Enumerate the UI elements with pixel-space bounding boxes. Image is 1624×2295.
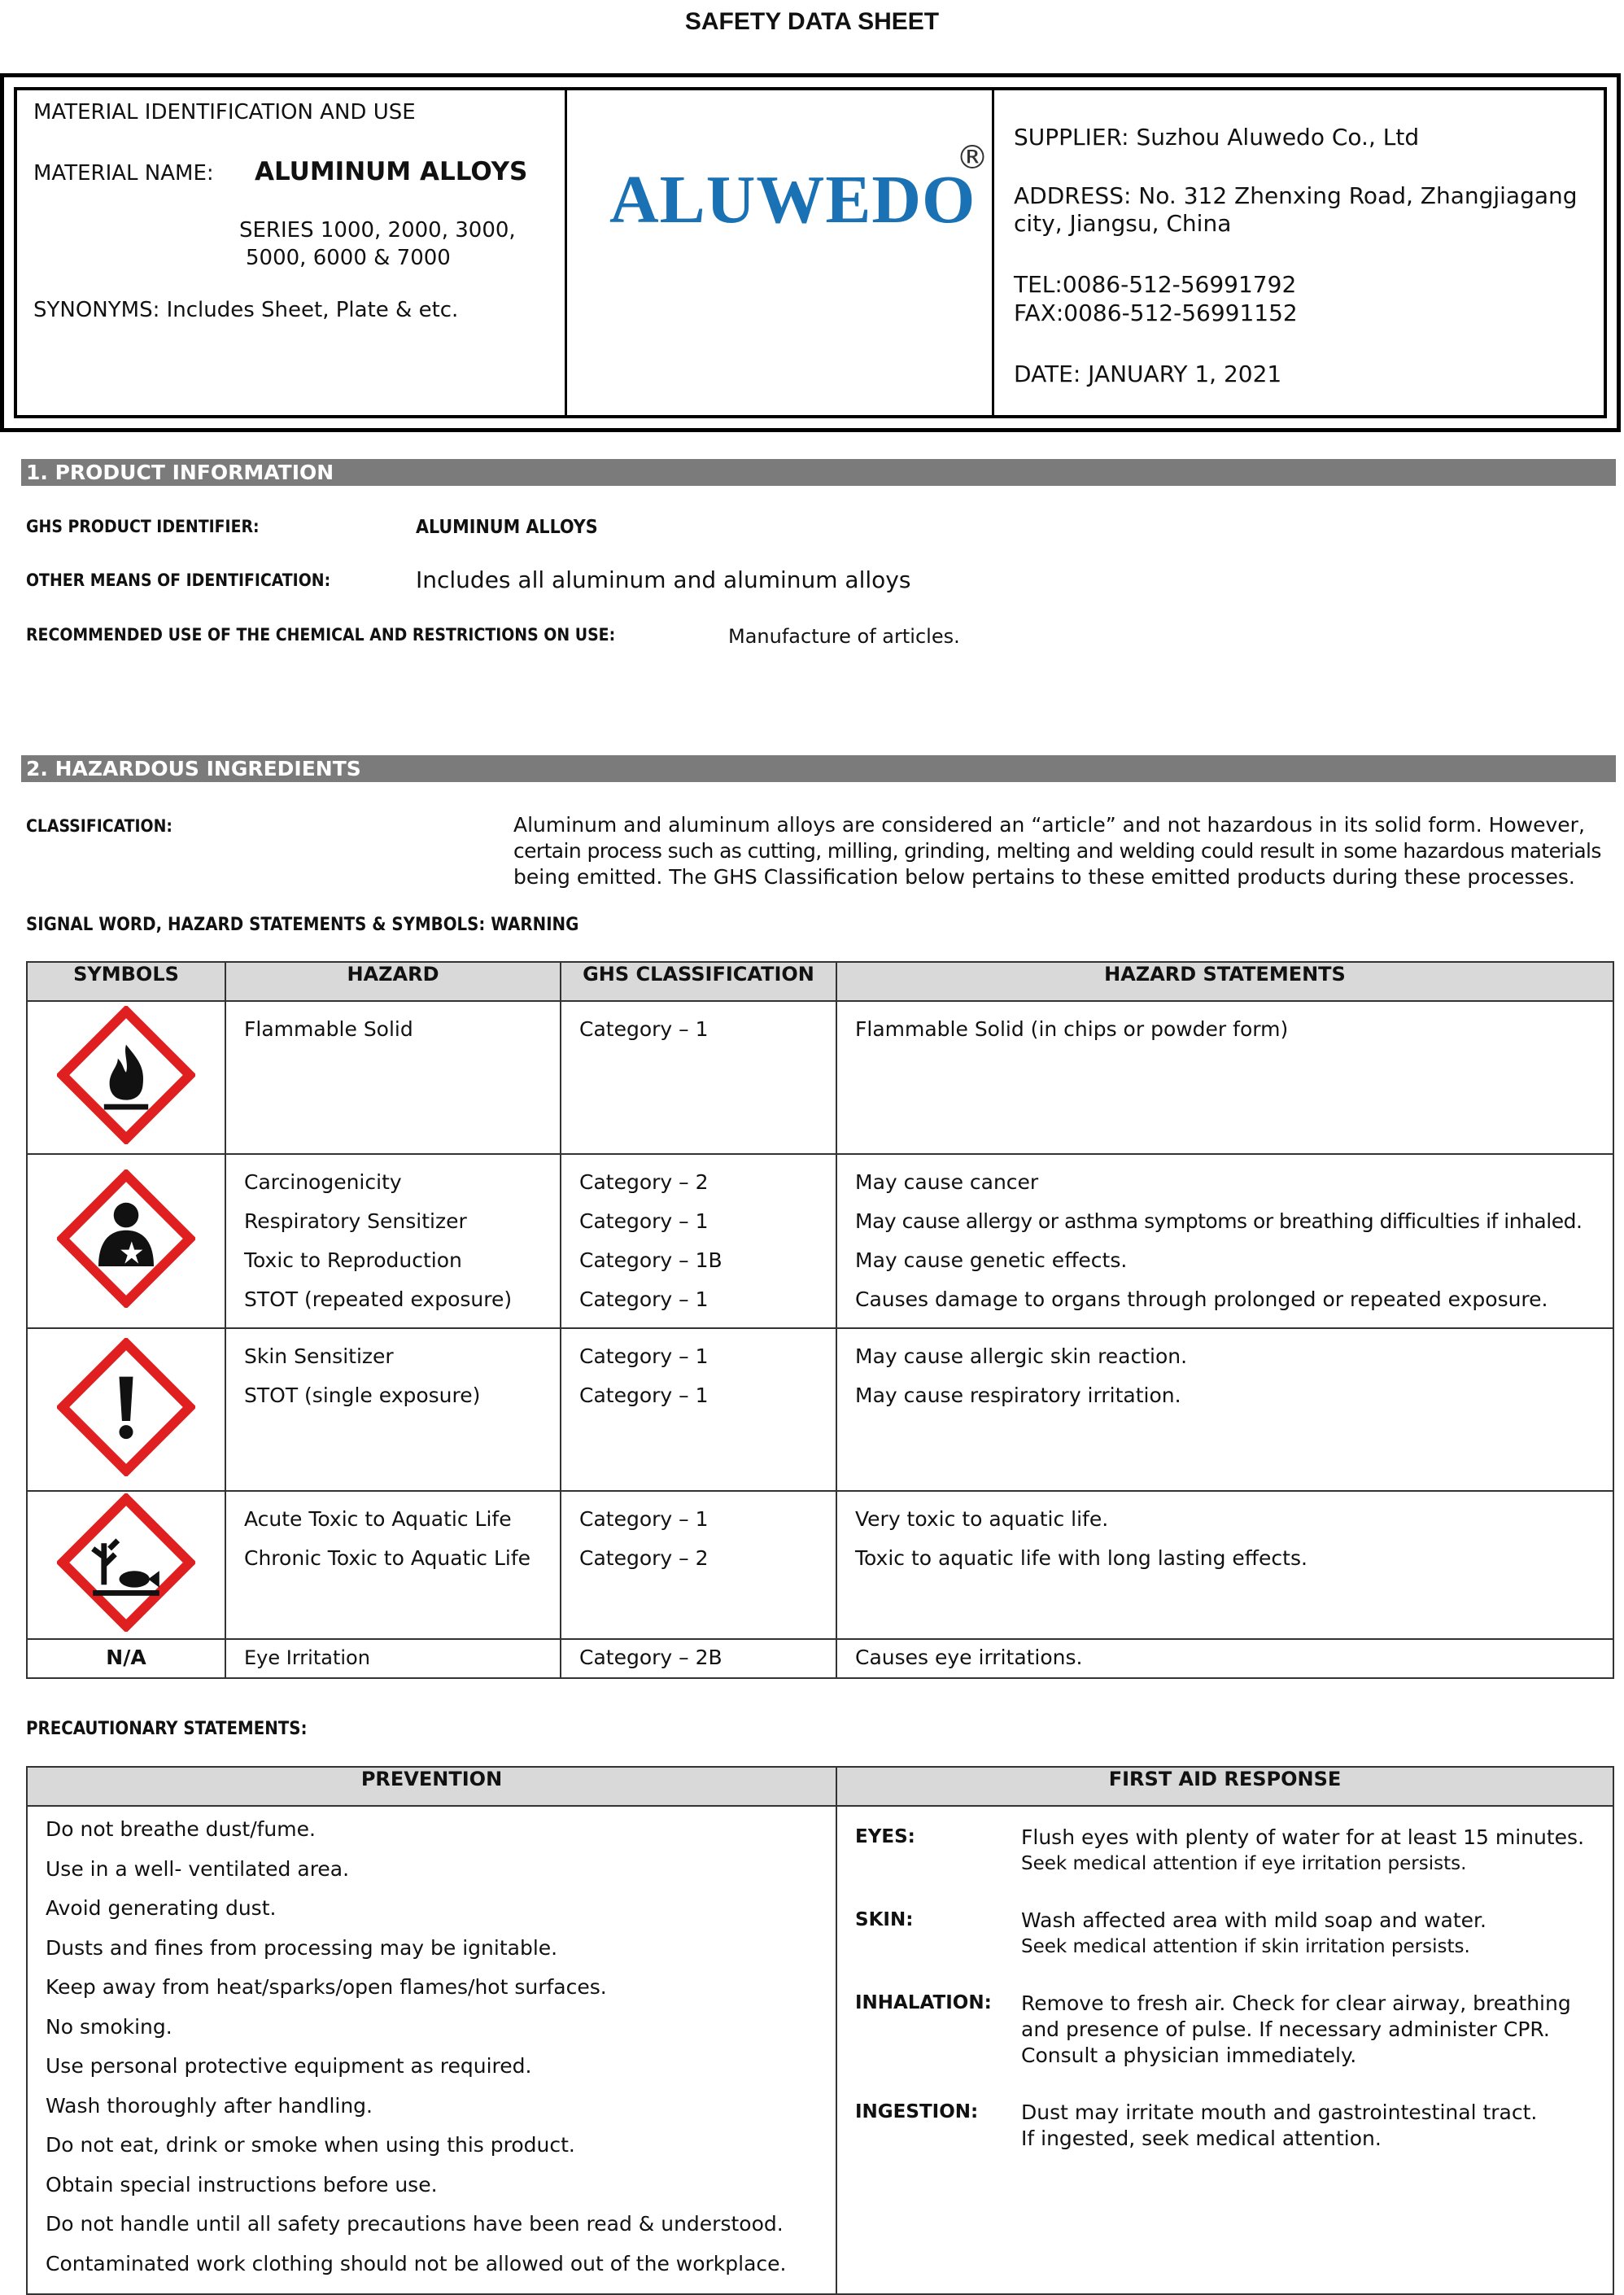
table-row <box>27 1001 1613 1154</box>
statement-text: May cause respiratory irritation. <box>855 1384 1181 1407</box>
statement-text: May cause allergy or asthma symptoms or breathing difficulties if inhaled. <box>855 1209 1583 1233</box>
supplier-panel <box>994 90 1604 415</box>
hazard-column-header: HAZARD <box>225 962 561 1001</box>
category-text: Category – 2 <box>579 1546 709 1570</box>
category-text: Category – 1 <box>579 1017 709 1041</box>
ghs-product-identifier-label: GHS PRODUCT IDENTIFIER: <box>26 517 260 536</box>
prevention-item: No smoking. <box>46 2014 172 2039</box>
series-line-2: 5000, 6000 & 7000 <box>246 246 451 270</box>
classification-line-2: certain process such as cutting, milling, grinding, melting and welding could result in some hazardous materials <box>513 839 1601 863</box>
category-text: Category – 1 <box>579 1507 709 1531</box>
first-aid-eyes <box>837 1813 1613 1896</box>
prevention-item: Contaminated work clothing should not be allowed out of the workplace. <box>46 2251 787 2275</box>
na-symbol-text: N/A <box>27 1639 225 1678</box>
material-identification-panel <box>17 90 567 415</box>
prevention-item: Do not eat, drink or smoke when using this product. <box>46 2133 575 2157</box>
series-line-1: SERIES 1000, 2000, 3000, <box>239 218 516 243</box>
hazard-text: Carcinogenicity <box>244 1170 402 1194</box>
category-text: Category – 1 <box>579 1287 709 1311</box>
hazard-text: STOT (single exposure) <box>244 1384 481 1407</box>
recommended-use-label: RECOMMENDED USE OF THE CHEMICAL AND RESTRICTIONS ON USE: <box>26 625 616 645</box>
table-row <box>27 1639 1613 1678</box>
date-text: DATE: JANUARY 1, 2021 <box>1014 361 1282 387</box>
section-1-heading: 1. PRODUCT INFORMATION <box>21 459 1616 486</box>
symbols-column-header: SYMBOLS <box>27 962 225 1001</box>
first-aid-line: Dust may irritate mouth and gastrointestinal tract. <box>1021 2100 1538 2124</box>
statement-text: May cause cancer <box>855 1170 1039 1194</box>
first-aid-key: INGESTION: <box>855 2101 979 2122</box>
category-text: Category – 1 <box>579 1209 709 1233</box>
prevention-item: Do not breathe dust/fume. <box>46 1817 316 1841</box>
prevention-item: Use personal protective equipment as required. <box>46 2054 532 2078</box>
aluwedo-logo: ALUWEDO <box>609 162 976 238</box>
first-aid-line: Wash affected area with mild soap and water. <box>1021 1908 1486 1932</box>
first-aid-line: Flush eyes with plenty of water for at least 15 minutes. <box>1021 1825 1585 1849</box>
ghs-product-identifier-value: ALUMINUM ALLOYS <box>416 517 598 538</box>
classification-line-1: Aluminum and aluminum alloys are considered an “article” and not hazardous in its solid form. However, <box>513 813 1585 837</box>
first-aid-key: EYES: <box>855 1826 915 1847</box>
hazard-text: Acute Toxic to Aquatic Life <box>244 1507 512 1531</box>
other-identification-label: OTHER MEANS OF IDENTIFICATION: <box>26 570 331 590</box>
first-aid-line: Seek medical attention if skin irritation persists. <box>1021 1936 1470 1957</box>
fax-text: FAX:0086-512-56991152 <box>1014 299 1298 326</box>
registered-mark-icon: ® <box>956 139 989 177</box>
classification-line-3: being emitted. The GHS Classification below pertains to these emitted products during these processes. <box>513 865 1575 889</box>
prevention-item: Use in a well- ventilated area. <box>46 1856 350 1881</box>
hazard-text: Flammable Solid <box>244 1017 413 1041</box>
prevention-item: Dusts and fines from processing may be ignitable. <box>46 1935 558 1960</box>
statement-text: Flammable Solid (in chips or powder form) <box>855 1017 1289 1041</box>
document-title: SAFETY DATA SHEET <box>684 8 940 35</box>
flame-pictogram-icon <box>27 1001 225 1154</box>
prevention-item: Do not handle until all safety precautions have been read & understood. <box>46 2212 784 2236</box>
hazard-text: STOT (repeated exposure) <box>244 1287 513 1311</box>
category-text: Category – 2B <box>579 1646 723 1669</box>
recommended-use-value: Manufacture of articles. <box>728 625 960 648</box>
hazard-text: Eye Irritation <box>244 1646 370 1669</box>
other-identification-value: Includes all aluminum and aluminum alloys <box>416 566 911 593</box>
category-text: Category – 1 <box>579 1344 709 1368</box>
first-aid-inhalation <box>837 1979 1613 2088</box>
statement-text: Causes damage to organs through prolonged or repeated exposure. <box>855 1287 1548 1311</box>
first-aid-ingestion <box>837 2088 1613 2171</box>
category-text: Category – 1B <box>579 1248 723 1272</box>
supplier-text: SUPPLIER: Suzhou Aluwedo Co., Ltd <box>1014 124 1420 151</box>
material-name-label: MATERIAL NAME: <box>33 161 214 186</box>
first-aid-key: INHALATION: <box>855 1992 992 2013</box>
address-line-1: ADDRESS: No. 312 Zhenxing Road, Zhangjiagang <box>1014 182 1578 209</box>
first-aid-line: If ingested, seek medical attention. <box>1021 2127 1382 2150</box>
address-line-2: city, Jiangsu, China <box>1014 210 1232 237</box>
first-aid-line: and presence of pulse. If necessary administer CPR. <box>1021 2017 1550 2041</box>
environment-pictogram-icon <box>27 1491 225 1639</box>
statement-text: May cause allergic skin reaction. <box>855 1344 1188 1368</box>
signal-word-label: SIGNAL WORD, HAZARD STATEMENTS & SYMBOLS: WARNING <box>26 915 579 935</box>
precautionary-statements-label: PRECAUTIONARY STATEMENTS: <box>26 1719 308 1739</box>
telephone-text: TEL:0086-512-56991792 <box>1014 271 1297 298</box>
table-row <box>27 1491 1613 1639</box>
category-text: Category – 1 <box>579 1384 709 1407</box>
prevention-item: Obtain special instructions before use. <box>46 2172 438 2197</box>
hazard-statements-column-header: HAZARD STATEMENTS <box>836 962 1613 1001</box>
material-identification-heading: MATERIAL IDENTIFICATION AND USE <box>33 100 416 125</box>
material-name-value: ALUMINUM ALLOYS <box>255 157 528 186</box>
logo-panel <box>567 90 994 415</box>
prevention-item: Avoid generating dust. <box>46 1896 277 1920</box>
hazard-table <box>26 961 1614 1679</box>
first-aid-line: Consult a physician immediately. <box>1021 2044 1357 2067</box>
exclamation-mark-pictogram-icon <box>27 1328 225 1491</box>
hazard-text: Skin Sensitizer <box>244 1344 394 1368</box>
synonyms-text: SYNONYMS: Includes Sheet, Plate & etc. <box>33 298 459 322</box>
hazard-text: Chronic Toxic to Aquatic Life <box>244 1546 531 1570</box>
health-hazard-pictogram-icon <box>27 1154 225 1328</box>
section-2-heading: 2. HAZARDOUS INGREDIENTS <box>21 755 1616 782</box>
first-aid-line: Remove to fresh air. Check for clear airway, breathing <box>1021 1991 1571 2015</box>
first-aid-skin <box>837 1896 1613 1979</box>
category-text: Category – 2 <box>579 1170 709 1194</box>
first-aid-column-header: FIRST AID RESPONSE <box>836 1767 1613 1806</box>
table-row <box>27 1328 1613 1491</box>
table-row <box>27 1154 1613 1328</box>
classification-label: CLASSIFICATION: <box>26 816 172 836</box>
statement-text: May cause genetic effects. <box>855 1248 1128 1272</box>
hazard-text: Toxic to Reproduction <box>244 1248 462 1272</box>
ghs-classification-column-header: GHS CLASSIFICATION <box>561 962 836 1001</box>
statement-text: Very toxic to aquatic life. <box>855 1507 1109 1531</box>
statement-text: Causes eye irritations. <box>855 1646 1083 1669</box>
statement-text: Toxic to aquatic life with long lasting effects. <box>855 1546 1307 1570</box>
first-aid-key: SKIN: <box>855 1909 914 1930</box>
header-block <box>0 73 1621 432</box>
prevention-item: Wash thoroughly after handling. <box>46 2093 373 2118</box>
prevention-column-header: PREVENTION <box>27 1767 836 1806</box>
precautionary-table <box>26 1766 1614 2295</box>
hazard-text: Respiratory Sensitizer <box>244 1209 467 1233</box>
prevention-item: Keep away from heat/sparks/open flames/hot surfaces. <box>46 1975 607 1999</box>
first-aid-line: Seek medical attention if eye irritation persists. <box>1021 1853 1467 1874</box>
